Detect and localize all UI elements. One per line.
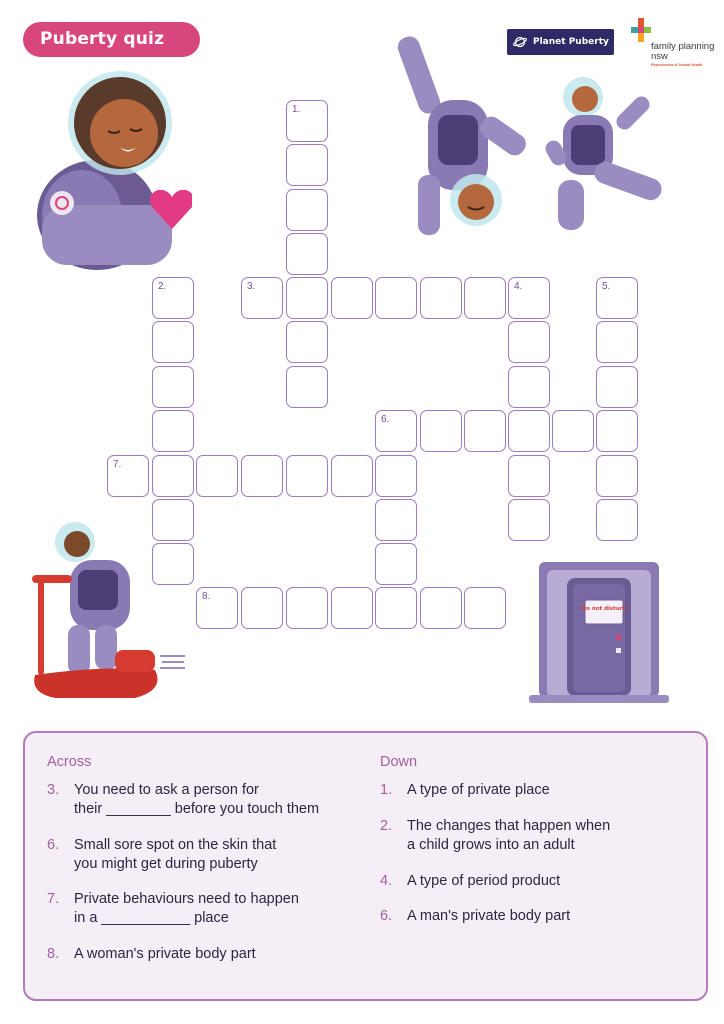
crossword-cell[interactable] [596,277,638,319]
crossword-cell[interactable] [375,410,417,452]
crossword-cell[interactable] [286,321,328,363]
page-title: Puberty quiz [23,22,200,57]
clue-text: A type of private place [407,782,550,798]
crossword-cell[interactable] [508,277,550,319]
crossword-cell[interactable] [152,455,194,497]
crossword-cell[interactable] [508,455,550,497]
crossword-cell[interactable] [375,499,417,541]
crossword-cell[interactable] [596,321,638,363]
door-sign-text: Do not disturb [581,606,627,612]
down-clue [380,817,680,857]
crossword-cell[interactable] [152,277,194,319]
crossword-cell[interactable] [596,499,638,541]
crossword-cell[interactable] [464,277,506,319]
across-clue [47,836,367,876]
astronaut-running-icon [543,75,693,235]
crossword-cell[interactable] [331,587,373,629]
across-heading: Across [47,754,92,770]
clue-text: Small sore spot on the skin that you might get during puberty [74,837,277,872]
crossword-cell[interactable] [375,543,417,585]
crossword-cell-number: 3. [247,281,256,292]
clue-text: A man's private body part [407,908,571,924]
crossword-cell[interactable] [286,455,328,497]
crossword-cell[interactable] [596,410,638,452]
planet-puberty-label: Planet Puberty [533,37,609,47]
crossword-cell[interactable] [286,144,328,186]
crossword-cell[interactable] [464,587,506,629]
clues-panel [23,731,708,1001]
clue-text: A woman's private body part [74,946,256,962]
crossword-cell-number: 4. [514,281,523,292]
crossword-cell[interactable] [508,410,550,452]
crossword-cell-number: 2. [158,281,167,292]
clue-number: 4. [380,873,393,889]
crossword-cell[interactable] [241,455,283,497]
crossword-cell[interactable] [152,321,194,363]
clue-number: 3. [47,782,60,798]
crossword-cell[interactable] [375,587,417,629]
crossword-cell[interactable] [241,277,283,319]
clue-text: Private behaviours need to happen in a ___________ place [74,891,299,926]
crossword-cell[interactable] [508,499,550,541]
crossword-cell[interactable] [375,455,417,497]
crossword-cell[interactable] [286,189,328,231]
clue-text: The changes that happen when a child grows into an adult [407,818,611,853]
crossword-cell[interactable] [152,499,194,541]
crossword-cell[interactable] [420,587,462,629]
across-clue [47,781,367,821]
crossword-cell[interactable] [152,366,194,408]
crossword-cell-number: 7. [113,459,122,470]
clue-number: 6. [47,837,60,853]
crossword-cell[interactable] [420,277,462,319]
crossword-cell[interactable] [286,277,328,319]
crossword-cell-number: 1. [292,104,301,115]
fpnsw-name: family planning nsw [651,41,715,62]
crossword-cell-number: 8. [202,591,211,602]
crossword-cell[interactable] [286,100,328,142]
crossword-cell[interactable] [420,410,462,452]
clue-number: 7. [47,891,60,907]
crossword-cell[interactable] [508,366,550,408]
crossword-cell[interactable] [331,455,373,497]
astronaut-heart-icon [22,65,192,275]
down-clue [380,781,680,801]
crossword-cell[interactable] [286,366,328,408]
crossword-cell[interactable] [152,543,194,585]
crossword-cell-number: 5. [602,281,611,292]
crossword-cell[interactable] [196,587,238,629]
crossword-cell[interactable] [464,410,506,452]
crossword-cell[interactable] [241,587,283,629]
crossword-cell[interactable] [196,455,238,497]
crossword-cell[interactable] [596,455,638,497]
crossword-cell[interactable] [331,277,373,319]
crossword-cell[interactable] [286,587,328,629]
crossword-cell[interactable] [152,410,194,452]
crossword-cell[interactable] [552,410,594,452]
crossword-cell-number: 6. [381,414,390,425]
across-clue [47,890,367,930]
door-icon [527,560,672,705]
crossword-cell[interactable] [508,321,550,363]
family-planning-logo [631,18,715,68]
astronaut-floating-upside-down-icon [378,25,538,247]
clue-text: A type of period product [407,873,561,889]
across-clue [47,945,367,965]
crossword-cell[interactable] [107,455,149,497]
crossword-cell[interactable] [596,366,638,408]
down-heading: Down [380,754,418,770]
clue-number: 8. [47,946,60,962]
down-clue [380,907,680,927]
crossword-cell[interactable] [286,233,328,275]
crossword-cell[interactable] [375,277,417,319]
fpnsw-tagline: Reproductive & Sexual Health [651,63,703,67]
clue-text: You need to ask a person for their ________ before you touch them [74,782,320,817]
clue-number: 1. [380,782,393,798]
fpnsw-cross-icon [631,18,651,46]
down-clue [380,872,680,892]
clue-number: 6. [380,908,393,924]
clue-number: 2. [380,818,393,834]
